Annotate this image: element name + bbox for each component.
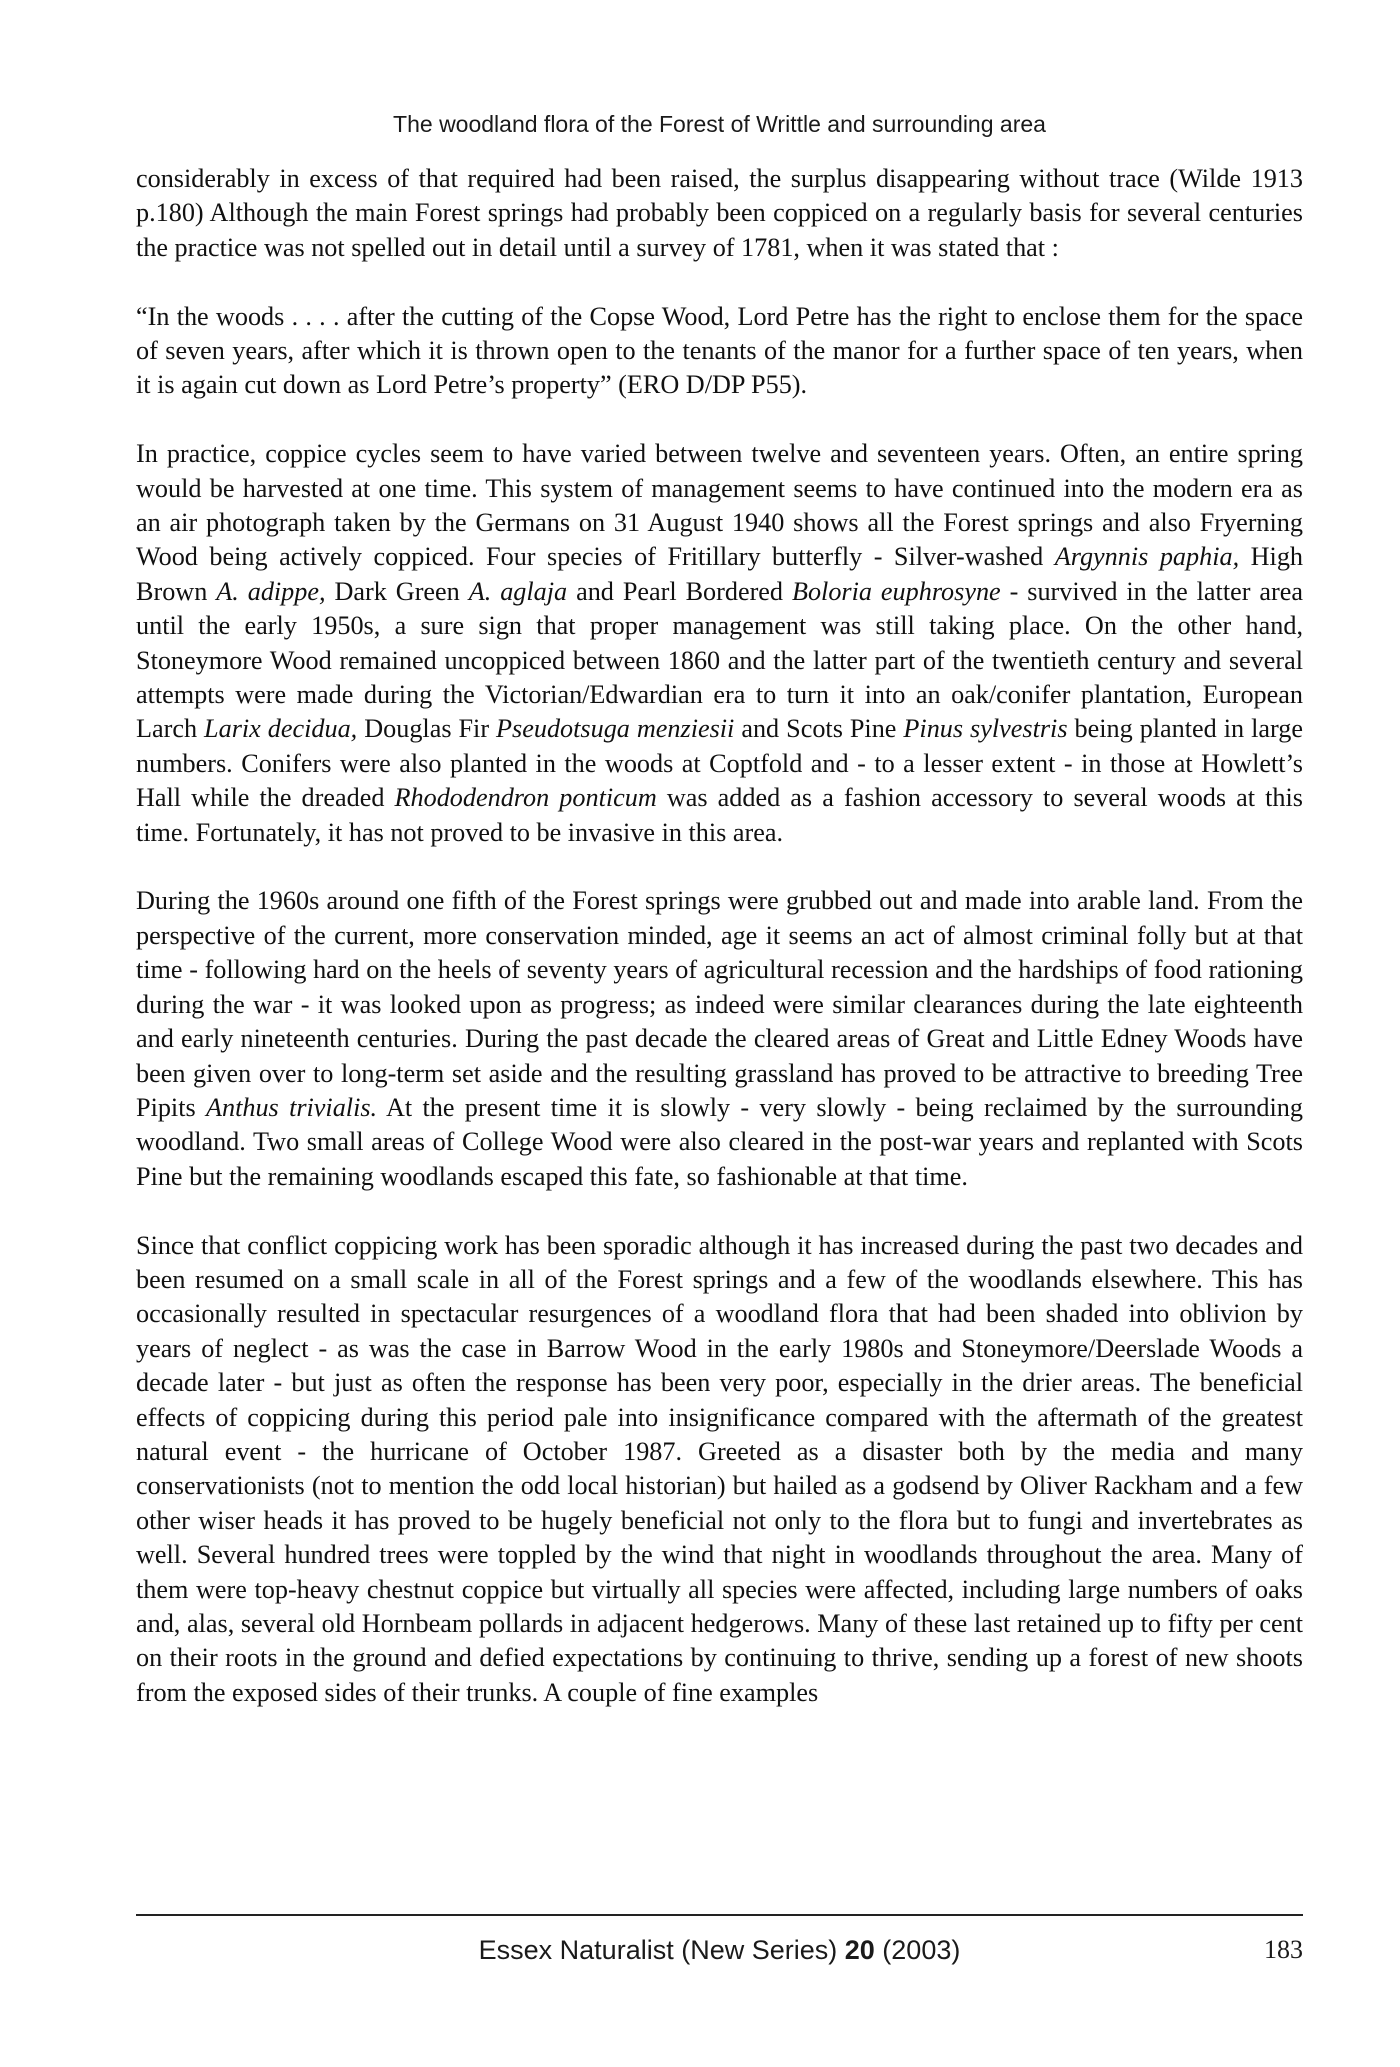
- page-footer: [136, 1932, 1303, 1972]
- paragraph-4: [136, 884, 1303, 1194]
- species-name: A. aglaja: [468, 576, 568, 606]
- species-name: Boloria euphrosyne: [791, 576, 1001, 606]
- article-body: [136, 162, 1303, 1710]
- journal-volume: 20: [844, 1935, 875, 1965]
- paragraph-5-text: Since that conflict coppicing work has been sporadic although it has increased during the past two decades and been resumed on a small scale in all of the Forest springs and a few of the woodlands elsewhere. This has occasionally resulted in spectacular resurgences of a woodland flora that had been shaded into oblivion by years of neglect - as was the case in Barrow Wood in the early 1980s and Stoneymore/Deerslade Woods a decade later - but just as often the response has been very poor, especially in the drier areas. The beneficial effects of coppicing during this period pale into insignificance compared with the aftermath of the greatest natural event - the hurricane of October 1987. Greeted as a disaster both by the media and many conservationists (not to mention the odd local historian) but hailed as a godsend by Oliver Rackham and a few other wiser heads it has proved to be hugely beneficial not only to the flora but to fungi and invertebrates as well. Several hundred trees were toppled by the wind that night in woodlands throughout the area. Many of them were top-heavy chestnut coppice but virtually all species were affected, including large numbers of oaks and, alas, several old Hornbeam pollards in adjacent hedgerows. Many of these last retained up to fifty per cent on their roots in the ground and defied expectations by continuing to thrive, sending up a forest of new shoots from the exposed sides of their trunks. A couple of fine examples: [136, 1230, 1303, 1707]
- text-run: was added as a fashion accessory to several woods at this time. Fortunately, it has not proved to be invasive in this area.: [136, 783, 1303, 847]
- journal-citation: [136, 1932, 1303, 1968]
- text-run: At the present time it is slowly - very slowly - being reclaimed by the surrounding woodland. Two small areas of College Wood were also cleared in the post-war years and replanted with Scots Pine but the remaining woodlands escaped this fate, so fashionable at that time.: [136, 1092, 1303, 1191]
- footer-rule: [136, 1914, 1303, 1916]
- paragraph-5: [136, 1229, 1303, 1711]
- text-run: Douglas Fir: [357, 714, 497, 744]
- text-run: Dark Green: [325, 576, 469, 606]
- text-run: being planted in large numbers. Conifers were also planted in the woods at Coptfold and - to a lesser extent - in those at Howlett’s Hall while the dreaded: [136, 714, 1303, 813]
- paragraph-2-quotation: [136, 300, 1303, 403]
- paragraph-1-text: considerably in excess of that required had been raised, the surplus disappearing without trace (Wilde 1913 p.180) Although the main Forest springs had probably been coppiced on a regularly basis for several centuries the practice was not spelled out in detail until a survey of 1781, when it was stated that :: [136, 164, 1303, 262]
- text-run: During the 1960s around one fifth of the Forest springs were grubbed out and made into arable land. From the perspective of the current, more conservation minded, age it seems an act of almost criminal folly but at that time - following hard on the heels of seventy years of agricultural recession and the hardships of food rationing during the war - it was looked upon as progress; as indeed were similar clearances during the late eighteenth and early nineteenth centuries. During the past decade the cleared areas of Great and Little Edney Woods have been given over to long-term set aside and the resulting grassland has proved to be attractive to breeding Tree Pipits: [136, 886, 1303, 1122]
- journal-year: (2003): [874, 1935, 961, 1965]
- paragraph-3: [136, 437, 1303, 850]
- paragraph-2-text: “In the woods . . . . after the cutting of the Copse Wood, Lord Petre has the right to enclose them for the space of seven years, after which it is thrown open to the tenants of the manor for a further space of ten years, when it is again cut down as Lord Petre’s property” (ERO D/DP P55).: [136, 301, 1303, 400]
- text-run: - survived in the latter area until the early 1950s, a sure sign that proper management was still taking place. On the other hand, Stoneymore Wood remained uncoppiced between 1860 and the latter part of the twentieth century and several attempts were made during the Victorian/Edwardian era to turn it into an oak/conifer plantation, European Larch: [136, 576, 1303, 744]
- text-run: High Brown: [136, 542, 1303, 606]
- running-head: The woodland flora of the Forest of Writtle and surrounding area: [393, 111, 1046, 137]
- journal-title: Essex Naturalist (New Series): [478, 1935, 845, 1965]
- page-number: 183: [1264, 1935, 1303, 1964]
- species-name: Pseudotsuga menziesii: [496, 714, 735, 744]
- text-run: and Pearl Bordered: [567, 576, 792, 606]
- text-run: In practice, coppice cycles seem to have varied between twelve and seventeen years. Often, an entire spring would be harvested at one time. This system of management seems to have continued into the modern era as an air photograph taken by the Germans on 31 August 1940 shows all the Forest springs and also Fryerning Wood being actively coppiced. Four species of Fritillary butterfly - Silver-washed: [136, 439, 1303, 572]
- species-name: Anthus trivialis.: [206, 1092, 378, 1122]
- species-name: A. adippe,: [216, 576, 326, 606]
- species-name: Larix decidua,: [204, 714, 358, 744]
- journal-page: [136, 0, 1303, 2067]
- text-run: and Scots Pine: [734, 714, 904, 744]
- species-name: Argynnis paphia,: [1054, 542, 1240, 572]
- species-name: Rhododendron ponticum: [394, 783, 657, 813]
- paragraph-1: [136, 162, 1303, 265]
- species-name: Pinus sylvestris: [903, 714, 1068, 744]
